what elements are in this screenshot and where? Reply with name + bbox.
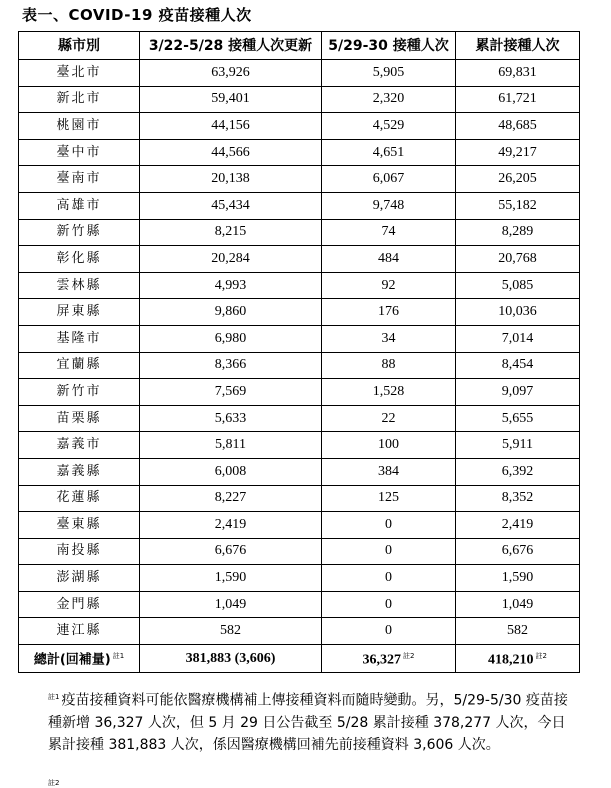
header-cumulative: 累計接種人次	[456, 32, 580, 60]
updated-cell: 6,676	[140, 538, 322, 565]
region-cell: 基隆市	[19, 325, 140, 352]
region-cell: 臺東縣	[19, 512, 140, 539]
total-label-cell	[19, 645, 140, 673]
region-cell: 金門縣	[19, 591, 140, 618]
updated-cell: 45,434	[140, 192, 322, 219]
header-updated: 3/22-5/28 接種人次更新	[140, 32, 322, 60]
table-row	[19, 166, 580, 193]
cumulative-cell: 1,049	[456, 591, 580, 618]
new-cell: 92	[322, 272, 456, 299]
new-cell: 484	[322, 246, 456, 273]
total-new-cell	[322, 645, 456, 673]
updated-cell: 2,419	[140, 512, 322, 539]
region-cell: 苗栗縣	[19, 405, 140, 432]
table-row	[19, 379, 580, 406]
region-cell: 桃園市	[19, 113, 140, 140]
updated-cell: 1,049	[140, 591, 322, 618]
new-cell: 22	[322, 405, 456, 432]
updated-cell: 20,138	[140, 166, 322, 193]
table-row	[19, 192, 580, 219]
cumulative-cell: 61,721	[456, 86, 580, 113]
updated-cell: 5,811	[140, 432, 322, 459]
updated-cell: 1,590	[140, 565, 322, 592]
table-row	[19, 352, 580, 379]
new-cell: 176	[322, 299, 456, 326]
cumulative-cell: 26,205	[456, 166, 580, 193]
table-row	[19, 86, 580, 113]
table-row	[19, 246, 580, 273]
region-cell: 嘉義市	[19, 432, 140, 459]
cumulative-cell: 5,085	[456, 272, 580, 299]
region-cell: 新北市	[19, 86, 140, 113]
new-cell: 0	[322, 591, 456, 618]
table-row	[19, 458, 580, 485]
updated-cell: 7,569	[140, 379, 322, 406]
table-row	[19, 113, 580, 140]
total-new: 36,327	[362, 652, 402, 668]
new-cell: 0	[322, 565, 456, 592]
region-cell: 澎湖縣	[19, 565, 140, 592]
cumulative-cell: 9,097	[456, 379, 580, 406]
region-cell: 花蓮縣	[19, 485, 140, 512]
updated-cell: 582	[140, 618, 322, 645]
region-cell: 臺南市	[19, 166, 140, 193]
table-row	[19, 618, 580, 645]
cumulative-cell: 69,831	[456, 60, 580, 87]
cumulative-cell: 20,768	[456, 246, 580, 273]
region-cell: 南投縣	[19, 538, 140, 565]
region-cell: 臺北市	[19, 60, 140, 87]
region-cell: 新竹縣	[19, 219, 140, 246]
total-cumulative: 418,210	[488, 652, 534, 668]
table-title: 表一、COVID-19 疫苗接種人次	[22, 6, 252, 24]
region-cell: 連江縣	[19, 618, 140, 645]
cumulative-cell: 8,454	[456, 352, 580, 379]
new-cell: 125	[322, 485, 456, 512]
new-cell: 4,651	[322, 139, 456, 166]
new-cell: 0	[322, 538, 456, 565]
total-new-note: 註2	[403, 652, 415, 661]
new-cell: 6,067	[322, 166, 456, 193]
cumulative-cell: 8,352	[456, 485, 580, 512]
region-cell: 彰化縣	[19, 246, 140, 273]
cumulative-cell: 55,182	[456, 192, 580, 219]
cumulative-cell: 48,685	[456, 113, 580, 140]
new-cell: 1,528	[322, 379, 456, 406]
updated-cell: 44,156	[140, 113, 322, 140]
region-cell: 雲林縣	[19, 272, 140, 299]
updated-cell: 5,633	[140, 405, 322, 432]
new-cell: 4,529	[322, 113, 456, 140]
cumulative-cell: 6,676	[456, 538, 580, 565]
cumulative-cell: 49,217	[456, 139, 580, 166]
table-row	[19, 591, 580, 618]
cumulative-cell: 6,392	[456, 458, 580, 485]
new-cell: 0	[322, 618, 456, 645]
cumulative-cell: 7,014	[456, 325, 580, 352]
updated-cell: 44,566	[140, 139, 322, 166]
new-cell: 9,748	[322, 192, 456, 219]
table-row	[19, 405, 580, 432]
table-row	[19, 565, 580, 592]
footnote2-mark: 註2	[48, 779, 60, 787]
updated-cell: 6,980	[140, 325, 322, 352]
header-row	[19, 32, 580, 60]
table-row	[19, 325, 580, 352]
total-row	[19, 645, 580, 673]
table-body	[19, 60, 580, 645]
table-row	[19, 299, 580, 326]
cumulative-cell: 5,655	[456, 405, 580, 432]
updated-cell: 8,227	[140, 485, 322, 512]
updated-cell: 20,284	[140, 246, 322, 273]
header-region: 縣市別	[19, 32, 140, 60]
updated-cell: 59,401	[140, 86, 322, 113]
new-cell: 5,905	[322, 60, 456, 87]
cumulative-cell: 582	[456, 618, 580, 645]
new-cell: 100	[322, 432, 456, 459]
table-row	[19, 272, 580, 299]
new-cell: 384	[322, 458, 456, 485]
table-row	[19, 538, 580, 565]
region-cell: 新竹市	[19, 379, 140, 406]
updated-cell: 6,008	[140, 458, 322, 485]
table-row	[19, 512, 580, 539]
table-row	[19, 485, 580, 512]
updated-cell: 4,993	[140, 272, 322, 299]
footnote-mark: 註1	[48, 693, 60, 701]
cumulative-cell: 10,036	[456, 299, 580, 326]
cumulative-cell: 2,419	[456, 512, 580, 539]
vaccination-table	[18, 31, 580, 673]
region-cell: 高雄市	[19, 192, 140, 219]
total-cumulative-cell	[456, 645, 580, 673]
header-new: 5/29-30 接種人次	[322, 32, 456, 60]
region-cell: 臺中市	[19, 139, 140, 166]
cumulative-cell: 1,590	[456, 565, 580, 592]
cumulative-cell: 5,911	[456, 432, 580, 459]
new-cell: 74	[322, 219, 456, 246]
new-cell: 0	[322, 512, 456, 539]
updated-cell: 8,366	[140, 352, 322, 379]
total-updated: 381,883 (3,606)	[140, 645, 322, 673]
footnote-text: 疫苗接種資料可能依醫療機構補上傳接種資料而隨時變動。另，5/29-5/30 疫苗接種新增 36,327 人次，但 5 月 29 日公告截至 5/28 累計接種 378,277 人次，今日累計接種 381,883 人次，係因醫療機構回補先前接種資料 3,606 人次。	[48, 692, 568, 753]
table-row	[19, 139, 580, 166]
region-cell: 宜蘭縣	[19, 352, 140, 379]
total-cumulative-note: 註2	[535, 652, 547, 661]
table-row	[19, 219, 580, 246]
new-cell: 34	[322, 325, 456, 352]
region-cell: 嘉義縣	[19, 458, 140, 485]
table-row	[19, 60, 580, 87]
updated-cell: 9,860	[140, 299, 322, 326]
table-row	[19, 432, 580, 459]
updated-cell: 63,926	[140, 60, 322, 87]
new-cell: 2,320	[322, 86, 456, 113]
region-cell: 屏東縣	[19, 299, 140, 326]
footnote	[48, 686, 568, 756]
updated-cell: 8,215	[140, 219, 322, 246]
total-label-note: 註1	[112, 652, 125, 661]
total-label: 總計(回補量)	[33, 652, 111, 668]
cumulative-cell: 8,289	[456, 219, 580, 246]
new-cell: 88	[322, 352, 456, 379]
